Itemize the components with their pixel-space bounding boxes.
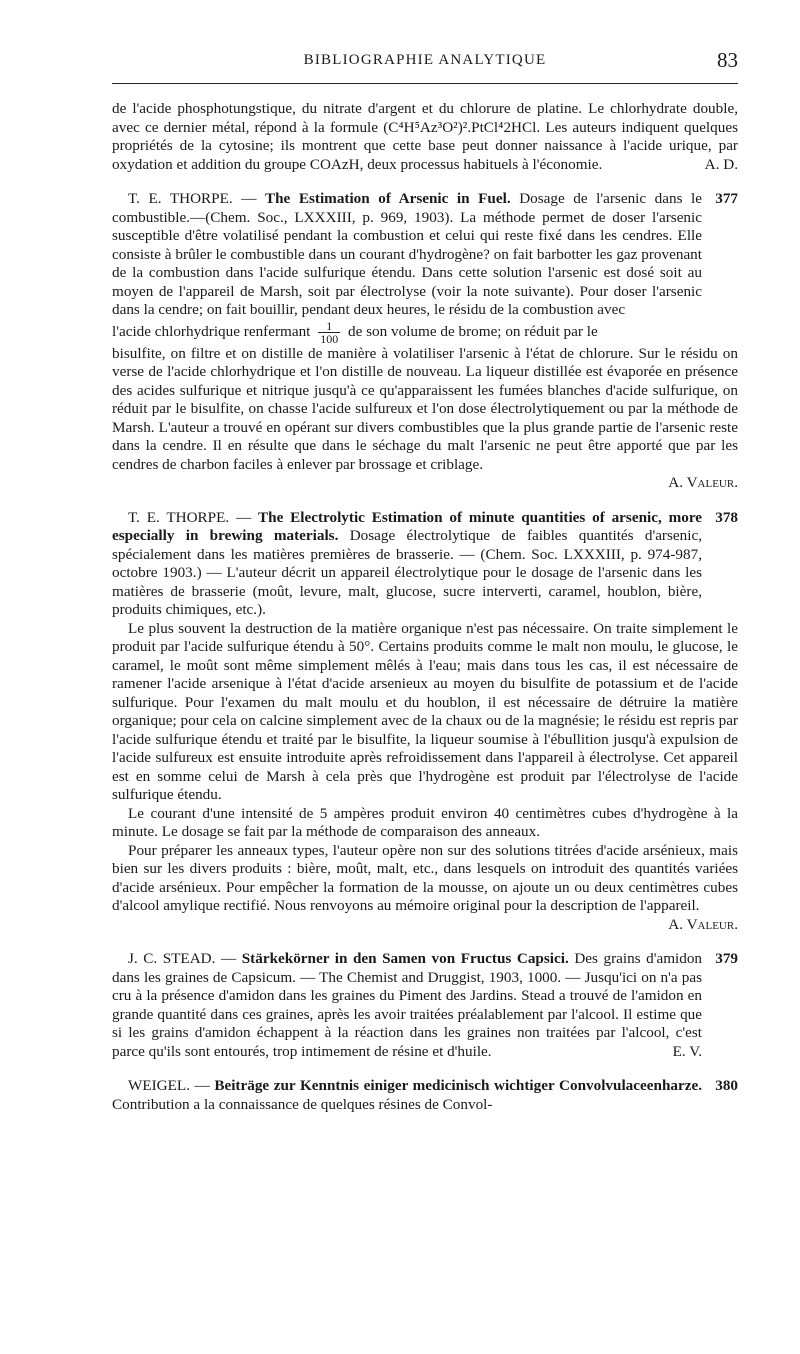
entry-signature: A. Valeur. [668, 474, 738, 491]
entry-paragraph: Le courant d'une intensité de 5 ampères produit environ 40 centimètres cubes d'hydrogène à la minute. Le dosage se fait par la méthode de comparaison des anneaux. [112, 804, 738, 840]
abstract-378 [112, 509, 738, 935]
entry-text: Dosage de l'arsenic dans le combustible.—(Chem. Soc., LXXXIII, p. 969, 1903). La méthode permet de doser l'arsenic susceptible d'être volatilisé pendant la combustion et celui qui reste fixé dans les cendres. Elle consiste à brûler le combustible dans un courant d'hydrogène? on fait barbotter les gaz provenant de la combustion dans l'acide sulfurique étendu. Dans cette solution l'arsenic est dosé soit au moyen de l'appareil de Marsh, soit par électrolyse (voir la note suivante). Pour doser l'arsenic dans la cendre; on fait bouillir, pendant deux heures, le résidu de la combustion avec [112, 190, 703, 318]
fraction-line [112, 320, 738, 345]
abstract-text [112, 509, 702, 620]
entry-author: J. C. STEAD. — [128, 950, 237, 967]
entry-text: Dosage électrolytique de faibles quantités d'arsenic, spécialement dans les matières premières de brasserie. — (Chem. Soc. LXXXIII, p. 974-987, octobre 1903.) — L'auteur décrit un appareil électrolytique pour le dosage de l'arsenic dans les matières de brasserie (moût, levure, malt, glucose, sucre interverti, caramel, houblon, bière, produits chimiques, etc.). [112, 527, 702, 618]
entry-number: 379 [715, 950, 738, 967]
entry-author: T. E. THORPE. — [128, 190, 257, 207]
entry-text: Des grains d'amidon dans les graines de Capsicum. — The Chemist and Druggist, 1903, 1000. — Jusqu'ici on n'a pas cru à la présence d'amidon dans les graines du Piment des Jardins. Stead a trouvé de l'amidon en grande quantité dans ces graines, après les avoir traitées préalablement par l'alcool. Il estime que si les grains d'amidon échappent à la réaction dans les graines non traitées par l'alcool, c'est parce qu'ils sont entourés, trop intimement de résine et d'huile. [112, 950, 703, 1060]
entry-number: 380 [715, 1077, 738, 1094]
entry-text-continued: bisulfite, on filtre et on distille de manière à volatiliser l'arsenic à l'état de chlorure. Sur le résidu on verse de l'acide chlorhydrique et l'on distille de nouveau. La liqueur distillée est évaporée en présence des acides sulfurique et nitrique jusqu'à ce qu'apparaissent les fumées blanches d'acide sulfurique, on réduit par le bisulfite, on chasse l'acide sulfureux et l'on dose électrolytiquement ou par la méthode de Marsh. L'auteur a trouvé en opérant sur divers combustibles que la plus grande partie de l'arsenic reste dans la cendre. Il en résulte que dans le séchage du malt l'arsenic ne peut être apporté que par les cendres de charbon faciles à enlever par brossage et criblage. [112, 344, 738, 473]
abstract-text [112, 190, 702, 320]
entry-signature: A. Valeur. [668, 915, 738, 933]
entry-title: Beiträge zur Kenntnis einiger medicinisch wichtiger Convolvulaceenharze. [214, 1077, 703, 1094]
abstract-body [112, 1077, 738, 1114]
abstract-continuation [112, 100, 738, 174]
fraction [318, 320, 340, 345]
continuation-text [112, 100, 738, 174]
entry-paragraph: Pour préparer les anneaux types, l'auteur opère non sur des solutions titrées d'acide arsénieux, mais bien sur les divers produits : bière, moût, malt, etc., dans lesquels on introduit des quantités variées d'acide arsénieux. Pour empêcher la formation de la mousse, on ajoute un ou deux centimètres cubes d'alcool amylique rectifié. Nous renvoyons au mémoire original pour la description de l'appareil. [112, 841, 738, 914]
page-header [112, 48, 738, 78]
abstract-377 [112, 190, 738, 493]
running-title: BIBLIOGRAPHIE ANALYTIQUE [303, 52, 547, 68]
abstract-text [112, 950, 702, 1061]
entry-title: The Electrolytic Estimation of minute quantities of arsenic, more especially in brewing materials. [112, 508, 703, 544]
fraction-post-text: de son volume de brome; on réduit par le [348, 322, 598, 340]
abstract-body [112, 190, 738, 320]
entry-number: 377 [715, 190, 738, 207]
page-content [112, 100, 738, 1114]
abstract-text [112, 1077, 702, 1114]
entry-title: Stärkekörner in den Samen von Fructus Capsici. [241, 950, 569, 967]
entry-author: T. E. THORPE. — [128, 508, 252, 526]
entry-paragraph: Le plus souvent la destruction de la matière organique n'est pas nécessaire. On traite simplement le produit par l'acide sulfurique étendu à 50°. Certains produits comme le malt non moulu, le glucose, le caramel, le moût sont même simplement mêlés à l'eau; mais dans tous les cas, il est nécessaire de ramener l'acide arsenique à l'état d'acide arsenieux au moyen du bisulfite de potassium et de l'acide sulfurique. Pour l'examen du malt moulu et du houblon, il est nécessaire de détruire la matière organique; pour cela on calcine simplement avec de la chaux ou de la magnésie; le résidu est repris par l'acide sulfurique étendu et traité par le bisulfite, la liqueur soumise à l'ébullition jusqu'à expulsion de l'acide sulfureux est ensuite introduite après refroidissement dans l'appareil à électrolyse. Cet appareil est en somme celui de Marsh à cela près que l'hydrogène est produit par l'électrolyse de l'acide sulfurique étendu. [112, 619, 738, 803]
entry-number: 378 [715, 508, 738, 526]
fraction-pre-text: l'acide chlorhydrique renfermant [112, 322, 311, 340]
page-number: 83 [717, 48, 738, 72]
abstract-body [112, 950, 738, 1061]
continuation-body: de l'acide phosphotungstique, du nitrate d'argent et du chlorure de platine. Le chlorhydrate double, avec ce dernier métal, répond à la formule (C⁴H⁵Az³O²)².PtCl⁴2HCl. Les auteurs indiquent quelques propriétés de la cytosine; ils montrent que cette base peut donner naissance à l'acide urique, par oxydation et addition du groupe COAzH, deux processus habituels à l'économie. [112, 100, 738, 173]
abstract-380 [112, 1077, 738, 1114]
entry-author: WEIGEL. — [128, 1077, 210, 1094]
entry-signature: E. V. [672, 1042, 702, 1060]
entry-title: The Estimation of Arsenic in Fuel. [264, 190, 511, 207]
fraction-denominator: 100 [320, 331, 339, 346]
abstract-379 [112, 950, 738, 1061]
continuation-signature: A. D. [704, 155, 738, 173]
abstract-body [112, 509, 738, 620]
entry-text: Contribution a la connaissance de quelques résines de Convol- [112, 1095, 493, 1113]
header-rule [112, 83, 738, 84]
fraction-numerator: 1 [318, 320, 340, 333]
